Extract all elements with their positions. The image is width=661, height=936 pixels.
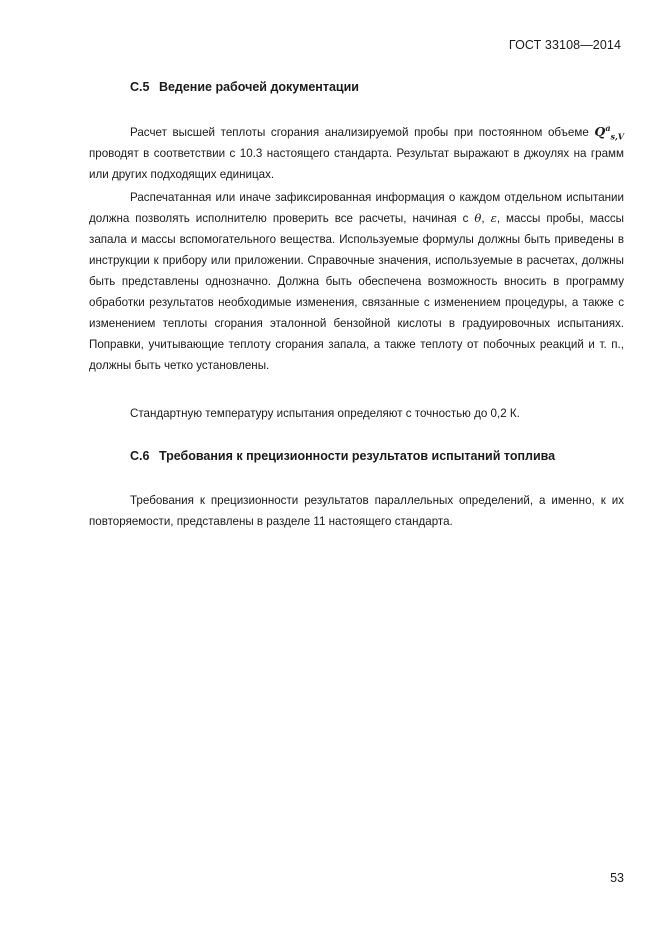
paragraph-text: Распечатанная или иначе зафиксированная информация о каждом отдельном испытании должна позволять исполнителю проверить все расчеты, начиная с <box>89 191 624 225</box>
symbol-subscript: s,V <box>610 131 624 142</box>
paragraph-precision: Требования к прецизионности результатов параллельных определений, а именно, к их повторяемости, представлены в разделе 11 настоящего стандарта. <box>89 494 624 528</box>
paragraph-text: проводят в соответствии с 10.3 настоящего стандарта. Результат выражают в джоулях на грамм или других подходящих единицах. <box>89 147 624 181</box>
symbol-main: Q <box>594 124 606 139</box>
symbol-superscript: a <box>605 122 611 133</box>
separator: , <box>481 212 491 225</box>
theta-symbol: θ <box>474 211 482 225</box>
paragraph-documentation <box>89 187 624 376</box>
document-code: ГОСТ 33108—2014 <box>508 38 621 52</box>
epsilon-symbol: ε <box>490 211 497 225</box>
page-number: 53 <box>610 871 624 885</box>
paragraph-text: , массы пробы, массы запала и массы вспомогательного вещества. Используемые формулы должны быть приведены в инструкции к прибору или приложении. Справочные значения, используемые в расчетах, должны быть представлены однозначно. Должна быть обеспечена возможность вносить в программу обработки результатов необходимые изменения, связанные с изменением процедуры, а также с изменением теплоты сгорания эталонной бензойной кислоты в градуировочных испытаниях. Поправки, учитывающие теплоту сгорания запала, а также теплоту от побочных реакций и т. п., должны быть четко установлены. <box>89 212 624 372</box>
section-title-text: Ведение рабочей документации <box>158 80 359 94</box>
heat-symbol <box>594 122 624 142</box>
section-heading-c5 <box>130 80 359 94</box>
section-title-text: Требования к прецизионности результатов испытаний топлива <box>158 449 556 463</box>
section-heading-c6 <box>130 449 555 463</box>
paragraph-temperature: Стандартную температуру испытания определяют с точностью до 0,2 К. <box>130 407 520 420</box>
section-number: С.6 <box>130 449 150 463</box>
section-number: С.5 <box>130 80 150 94</box>
paragraph-heat-calculation <box>89 121 624 185</box>
paragraph-text: Расчет высшей теплоты сгорания анализируемой пробы при постоянном объеме <box>130 126 595 139</box>
